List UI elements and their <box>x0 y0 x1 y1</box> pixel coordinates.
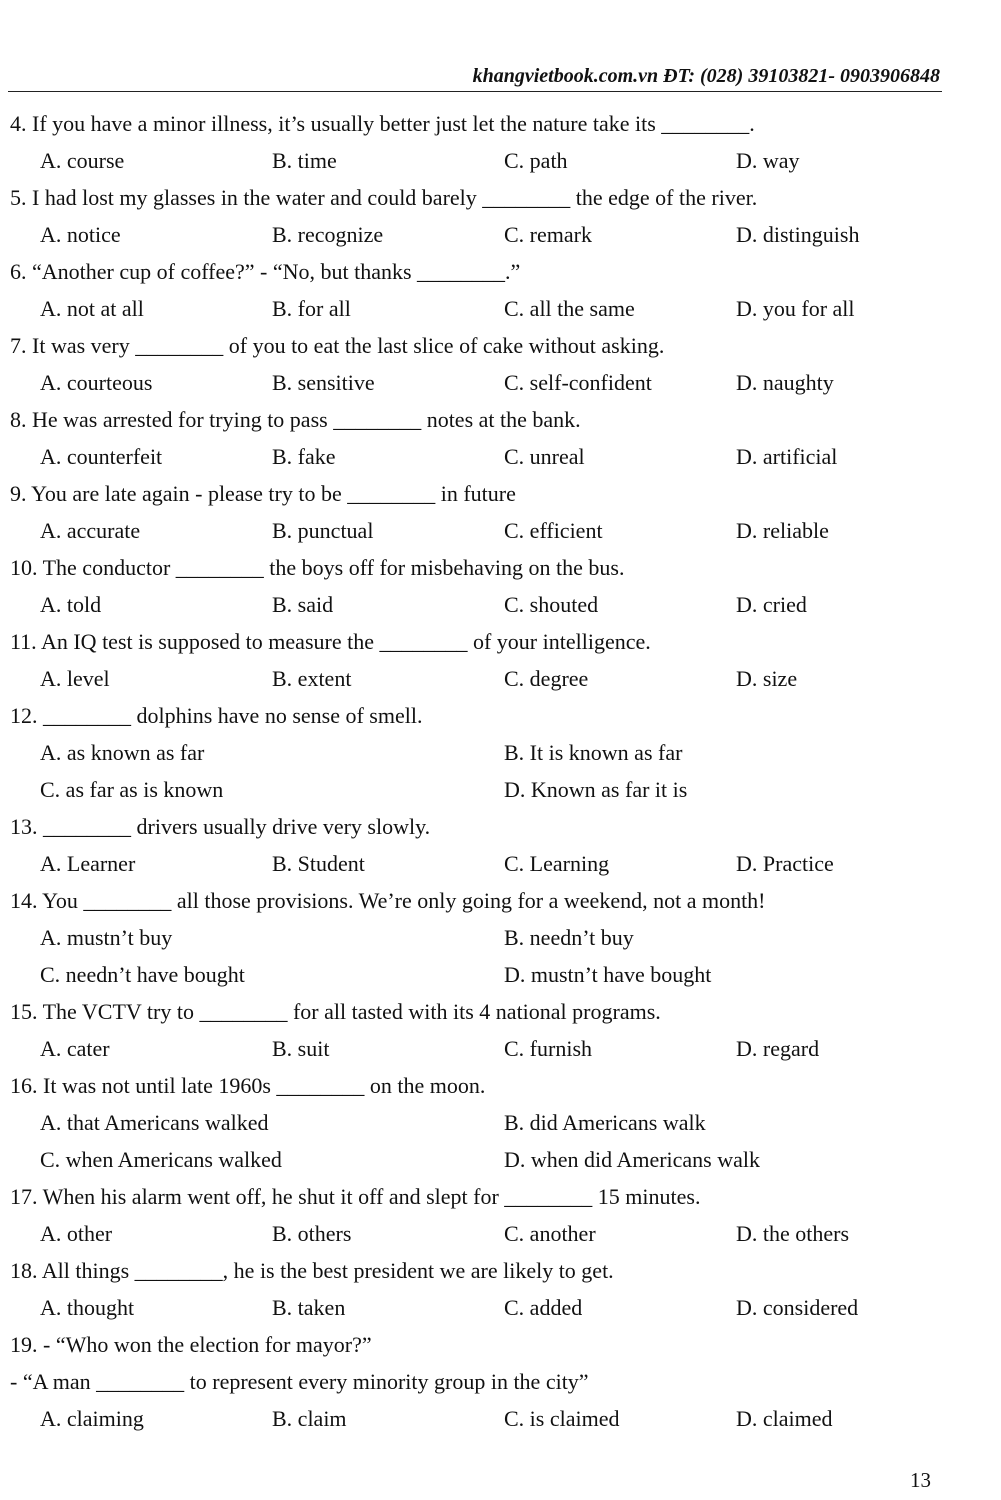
question-stem: 16. It was not until late 1960s ________ on the moon. <box>10 1073 486 1098</box>
option-b: B. said <box>272 592 334 617</box>
option-a: A. cater <box>40 1036 110 1061</box>
options-row <box>10 771 990 808</box>
page-number: 13 <box>910 1468 931 1492</box>
options-row <box>10 1289 990 1326</box>
option-d: D. when did Americans walk <box>504 1147 760 1172</box>
option-c: C. self-confident <box>504 370 652 395</box>
question-stem: 12. ________ dolphins have no sense of smell. <box>10 703 423 728</box>
options-row <box>10 1215 990 1252</box>
page-header: khangvietbook.com.vn ĐT: (028) 39103821- 0903906848 <box>472 65 940 87</box>
option-d: D. the others <box>736 1221 850 1246</box>
option-d: D. you for all <box>736 296 855 321</box>
option-c: C. as far as is known <box>40 777 224 802</box>
option-a: A. counterfeit <box>40 444 163 469</box>
option-d: D. Practice <box>736 851 834 876</box>
option-c: C. shouted <box>504 592 599 617</box>
option-b: B. for all <box>272 296 351 321</box>
option-b: B. recognize <box>272 222 384 247</box>
option-d: D. way <box>736 148 800 173</box>
question-stem: 15. The VCTV try to ________ for all tasted with its 4 national programs. <box>10 999 661 1024</box>
option-b: B. others <box>272 1221 352 1246</box>
option-a: A. that Americans walked <box>40 1110 269 1135</box>
options-row <box>10 660 990 697</box>
option-a: A. thought <box>40 1295 135 1320</box>
option-b: B. extent <box>272 666 352 691</box>
option-b: B. It is known as far <box>504 740 683 765</box>
option-a: A. told <box>40 592 102 617</box>
question-stem: 6. “Another cup of coffee?” - “No, but thanks ________.” <box>10 259 521 284</box>
option-b: B. fake <box>272 444 336 469</box>
option-d: D. claimed <box>736 1406 833 1431</box>
question-stem: 10. The conductor ________ the boys off for misbehaving on the bus. <box>10 555 625 580</box>
options-row <box>10 512 990 549</box>
option-b: B. Student <box>272 851 365 876</box>
option-a: A. level <box>40 666 110 691</box>
option-c: C. needn’t have bought <box>40 962 245 987</box>
option-c: C. furnish <box>504 1036 592 1061</box>
option-c: C. is claimed <box>504 1406 620 1431</box>
options-row <box>10 142 990 179</box>
options-row <box>10 216 990 253</box>
option-a: A. courteous <box>40 370 153 395</box>
option-a: A. as known as far <box>40 740 205 765</box>
question-stem: 11. An IQ test is supposed to measure the ________ of your intelligence. <box>10 629 651 654</box>
option-a: A. course <box>40 148 125 173</box>
option-a: A. Learner <box>40 851 136 876</box>
question-stem: 17. When his alarm went off, he shut it off and slept for ________ 15 minutes. <box>10 1184 701 1209</box>
option-c: C. when Americans walked <box>40 1147 282 1172</box>
question-stem: 19. - “Who won the election for mayor?” <box>10 1332 372 1357</box>
option-d: D. artificial <box>736 444 838 469</box>
option-d: D. size <box>736 666 798 691</box>
option-b: B. sensitive <box>272 370 375 395</box>
options-row <box>10 438 990 475</box>
option-c: C. Learning <box>504 851 610 876</box>
option-d: D. Known as far it is <box>504 777 688 802</box>
options-row <box>10 1400 990 1437</box>
option-d: D. distinguish <box>736 222 860 247</box>
header-rule <box>8 91 942 92</box>
option-d: D. reliable <box>736 518 829 543</box>
option-a: A. notice <box>40 222 121 247</box>
option-b: B. did Americans walk <box>504 1110 706 1135</box>
option-d: D. considered <box>736 1295 859 1320</box>
option-d: D. naughty <box>736 370 834 395</box>
option-a: A. other <box>40 1221 113 1246</box>
option-a: A. accurate <box>40 518 141 543</box>
option-b: B. taken <box>272 1295 346 1320</box>
option-c: C. unreal <box>504 444 585 469</box>
option-d: D. mustn’t have bought <box>504 962 712 987</box>
option-c: C. added <box>504 1295 583 1320</box>
question-stem: 13. ________ drivers usually drive very slowly. <box>10 814 431 839</box>
option-a: A. mustn’t buy <box>40 925 173 950</box>
options-row <box>10 364 990 401</box>
option-c: C. efficient <box>504 518 603 543</box>
option-d: D. cried <box>736 592 807 617</box>
option-b: B. suit <box>272 1036 330 1061</box>
option-b: B. needn’t buy <box>504 925 634 950</box>
question-stem: 5. I had lost my glasses in the water and could barely ________ the edge of the river. <box>10 185 758 210</box>
options-row <box>10 1104 990 1141</box>
options-row <box>10 845 990 882</box>
question-stem: 4. If you have a minor illness, it’s usually better just let the nature take its ________. <box>10 111 755 136</box>
option-c: C. another <box>504 1221 596 1246</box>
option-c: C. degree <box>504 666 589 691</box>
question-stem: 9. You are late again - please try to be ________ in future <box>10 481 516 506</box>
option-d: D. regard <box>736 1036 820 1061</box>
question-stem: 7. It was very ________ of you to eat the last slice of cake without asking. <box>10 333 665 358</box>
question-list <box>10 105 990 1437</box>
options-row <box>10 734 990 771</box>
options-row <box>10 290 990 327</box>
option-a: A. claiming <box>40 1406 144 1431</box>
question-stem: 8. He was arrested for trying to pass ________ notes at the bank. <box>10 407 581 432</box>
option-b: B. claim <box>272 1406 347 1431</box>
options-row <box>10 586 990 623</box>
option-a: A. not at all <box>40 296 144 321</box>
question-stem: 14. You ________ all those provisions. We’re only going for a weekend, not a month! <box>10 888 766 913</box>
option-c: C. path <box>504 148 568 173</box>
option-c: C. remark <box>504 222 592 247</box>
options-row <box>10 956 990 993</box>
option-c: C. all the same <box>504 296 635 321</box>
option-b: B. time <box>272 148 337 173</box>
options-row <box>10 1141 990 1178</box>
question-stem-line-2: - “A man ________ to represent every minority group in the city” <box>10 1369 589 1394</box>
options-row <box>10 1030 990 1067</box>
option-b: B. punctual <box>272 518 374 543</box>
options-row <box>10 919 990 956</box>
question-stem: 18. All things ________, he is the best president we are likely to get. <box>10 1258 614 1283</box>
